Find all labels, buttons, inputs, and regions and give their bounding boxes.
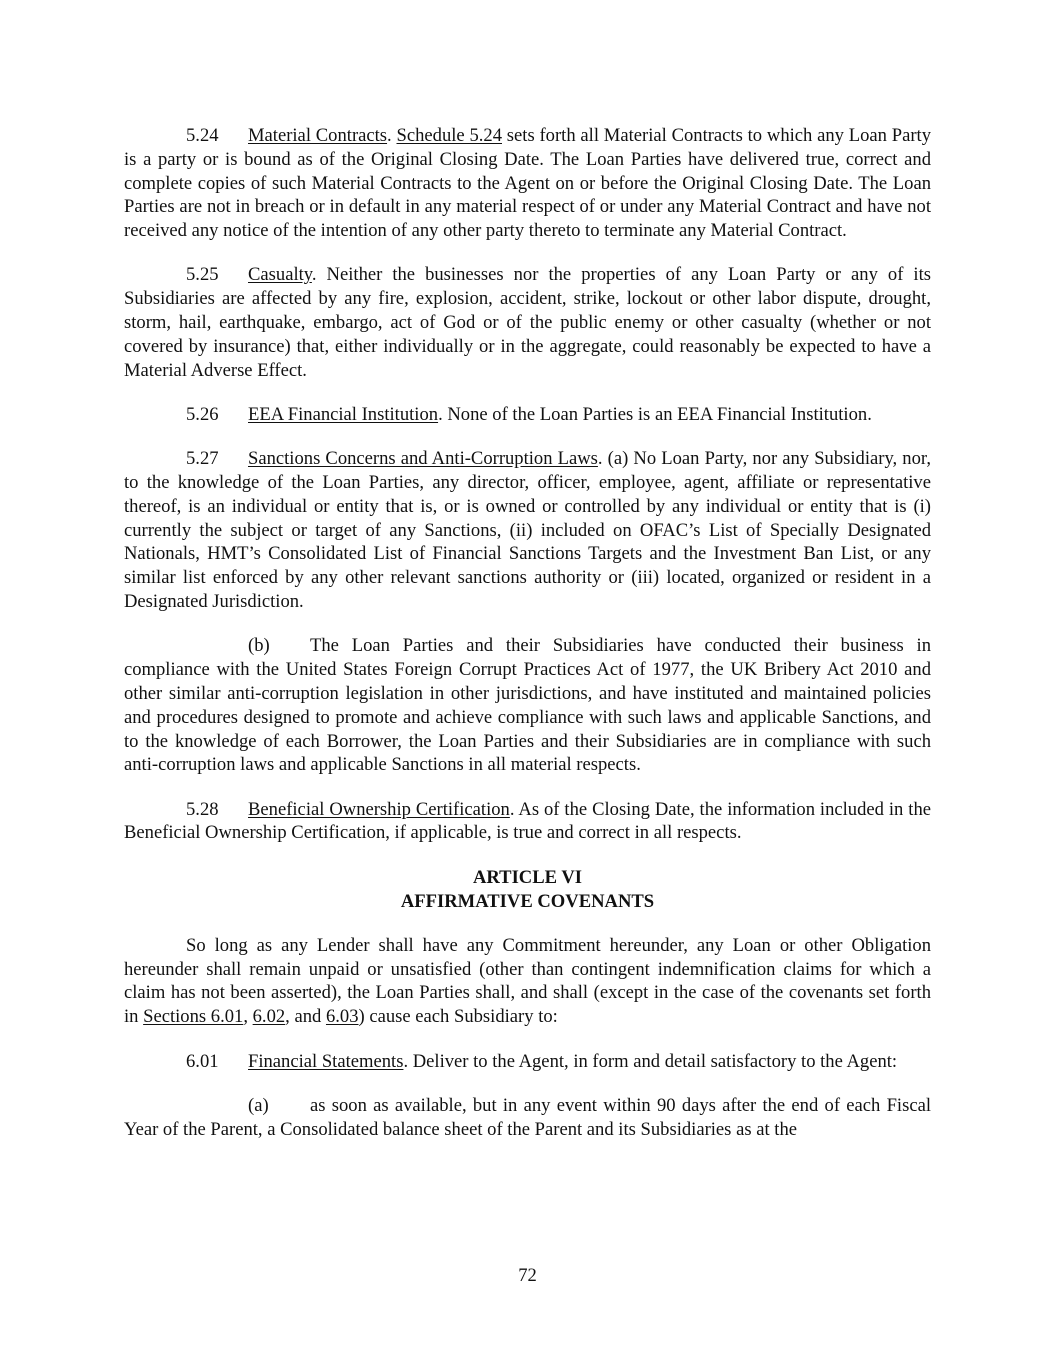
section-body: . As of the Closing Date, the information included in the Beneficial Ownership Certification, if applicable, is true and correct in all respects. <box>124 798 931 844</box>
section-heading: Casualty <box>248 264 312 286</box>
clause-label: (b) <box>248 635 270 657</box>
clause-body: as soon as available, but in any event within 90 days after the end of each Fiscal Year of the Parent, a Consolidated balance sheet of the Parent and its Subsidiaries as at the <box>124 1094 931 1140</box>
section-5-28 <box>124 798 931 846</box>
section-number: 5.27 <box>186 448 219 470</box>
separator: , and <box>285 1006 326 1028</box>
section-6-01-a <box>124 1094 931 1142</box>
article-title: AFFIRMATIVE COVENANTS <box>400 890 655 912</box>
section-6-01 <box>124 1050 931 1074</box>
section-body: . None of the Loan Parties is an EEA Financial Institution. <box>438 403 872 425</box>
article-number: ARTICLE VI <box>472 866 583 888</box>
intro-body: So long as any Lender shall have any Commitment hereunder, any Loan or other Obligation hereunder shall remain unpaid or unsatisfied (other than contingent indemnification claims for which a claim has not been asserted), the Loan Parties shall, and shall (except in the case of the covenants set forth in <box>124 934 931 1028</box>
section-heading: Sanctions Concerns and Anti-Corruption Laws <box>248 448 598 470</box>
section-5-24 <box>124 124 931 243</box>
separator: , <box>243 1006 253 1028</box>
article-intro <box>124 934 931 1029</box>
section-number: 5.25 <box>186 264 219 286</box>
section-number: 5.26 <box>186 403 219 425</box>
section-body: . (a) No Loan Party, nor any Subsidiary, nor, to the knowledge of the Loan Parties, any director, officer, employee, agent, affiliate or representative thereof, is an individual or entity that is, or is owned or controlled by any individual or entity that is (i) currently the subject or target of any Sanctions, (ii) included on OFAC’s List of Specially Designated Nationals, HMT’s Consolidated List of Financial Sanctions Targets and the Investment Ban List, or any similar list enforced by any other relevant sanctions authority or (iii) located, organized or resident in a Designated Jurisdiction. <box>124 448 931 613</box>
section-body: . Neither the businesses nor the properties of any Loan Party or any of its Subsidiaries are affected by any fire, explosion, accident, strike, lockout or other labor dispute, drought, storm, hail, earthquake, embargo, act of God or of the public enemy or other casualty (whether or not covered by insurance) that, either individually or in the aggregate, could reasonably be expected to have a Material Adverse Effect. <box>124 264 931 381</box>
section-heading: Beneficial Ownership Certification <box>248 798 510 820</box>
section-body: sets forth all Material Contracts to which any Loan Party is a party or is bound as of the Original Closing Date. The Loan Parties have delivered true, correct and complete copies of such Material Contracts to the Agent on or before the Original Closing Date. The Loan Parties are not in breach or in default in any material respect of or under any Material Contract and have not received any notice of the intention of any other party thereto to terminate any Material Contract. <box>124 125 932 242</box>
section-heading: EEA Financial Institution <box>248 403 439 425</box>
intro-tail: ) cause each Subsidiary to: <box>358 1006 558 1028</box>
clause-label: (a) <box>248 1094 269 1116</box>
section-5-25 <box>124 263 931 382</box>
clause-body: The Loan Parties and their Subsidiaries have conducted their business in compliance with the United States Foreign Corrupt Practices Act of 1977, the UK Bribery Act 2010 and other similar anti-corruption legislation in other jurisdictions, and have instituted and maintained policies and procedures designed to promote and achieve compliance with such laws and applicable Sanctions, and to the knowledge of each Borrower, the Loan Parties and their Subsidiaries are in compliance with such anti-corruption laws and applicable Sanctions in all material respects. <box>124 635 931 776</box>
schedule-link: Schedule 5.24 <box>396 125 502 146</box>
section-body: . Deliver to the Agent, in form and detail satisfactory to the Agent: <box>403 1050 898 1072</box>
section-5-26 <box>124 403 931 427</box>
section-ref: 6.03 <box>325 1006 359 1028</box>
section-heading: Financial Statements <box>248 1050 404 1072</box>
section-number: 5.28 <box>186 798 219 820</box>
page-number: 72 <box>518 1265 537 1286</box>
section-ref: Sections 6.01 <box>143 1006 244 1028</box>
section-ref: 6.02 <box>252 1006 286 1028</box>
section-5-27-b <box>124 634 931 777</box>
section-number: 5.24 <box>186 125 219 146</box>
section-heading: Material Contracts <box>248 125 388 146</box>
article-heading <box>124 866 931 914</box>
section-number: 6.01 <box>186 1050 219 1072</box>
section-5-27 <box>124 447 931 614</box>
section-punct: . <box>387 125 397 146</box>
